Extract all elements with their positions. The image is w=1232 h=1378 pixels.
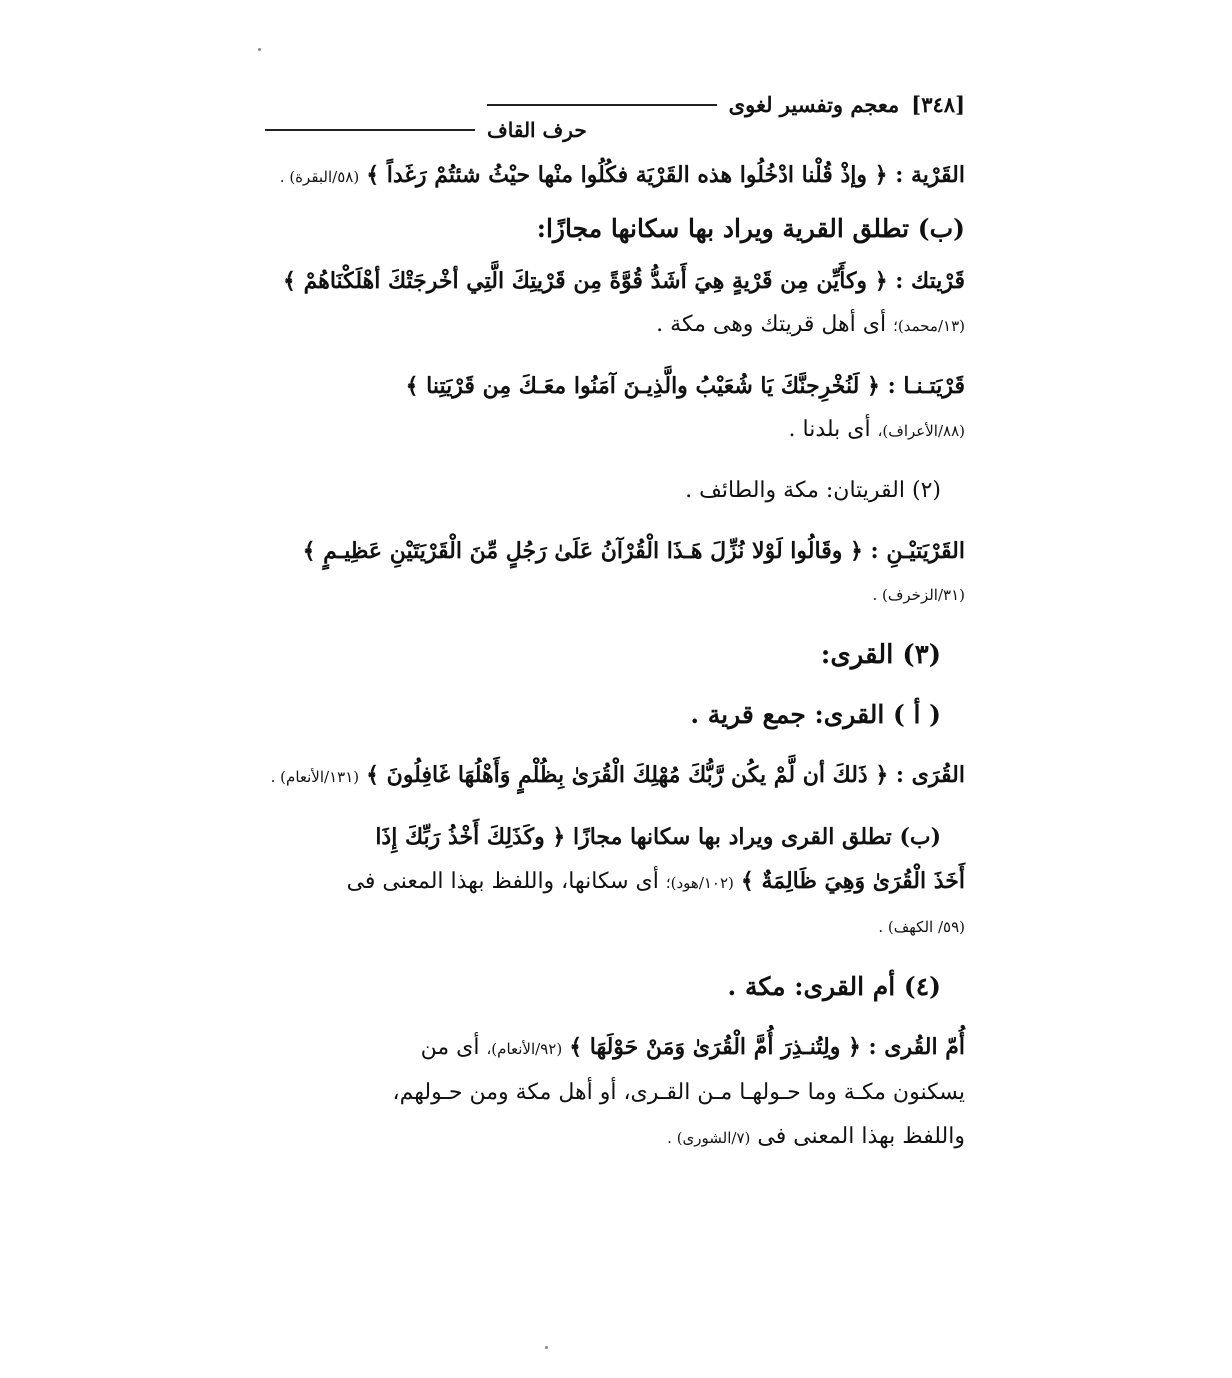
document-page (265, 88, 965, 1153)
entry-alqaryatayn: القَرْيَتيْـنِ : ﴿ وقَالُوا لَوْلا نُزِّلَ هَـذَا الْقُرْآنُ عَلَىٰ رَجُلٍ مِّنَ الْقَرْيَتَيْنِ عَظِيـمٍ ﴾ (302, 538, 965, 564)
header-left (265, 118, 587, 142)
header-rule-bottom (265, 129, 475, 131)
entry-qaryatuka-ref: (١٣/محمد)؛ أى أهل قريتك وهى مكة . (656, 312, 965, 337)
book-title: معجم وتفسير لغوى (728, 92, 900, 117)
item-4-umm-alqura: (٤) أم القرى: مكة . (727, 972, 941, 1001)
header-right (487, 92, 965, 117)
subheading-b-alqura-cont: أَخَذَ الْقُرَىٰ وَهِيَ ظَالِمَةٌ ﴾ (١٠٢/هود)؛ أى سكانها، واللفظ بهذا المعنى فى (346, 868, 965, 894)
subheading-a-alqura: ( أ ) القرى: جمع قرية . (690, 700, 941, 729)
entry-qaryatuna: قَرْيَتـنـا : ﴿ لَنُخْرِجنَّكَ يَا شُعَيْبُ والَّذِيـنَ آمَنُوا معَـكَ مِن قَرْيَتِنا ﴾ (405, 373, 965, 399)
header-rule-top (487, 104, 717, 106)
entry-umm-alqura: أُمّ القُرى : ﴿ ولِتُنـذِرَ أُمَّ الْقُرَىٰ وَمَنْ حَوْلَهَا ﴾ (٩٢/الأنعام)، أى من (420, 1034, 965, 1060)
subheading-b-alqura-ref: (٥٩/ الكهف) . (878, 918, 965, 936)
item-3-alqura: (٣) القرى: (820, 640, 941, 670)
entry-alqura: القُرَى : ﴿ ذَلكَ أن لَّمْ يكُن رَّبُّكَ مُهْلِكَ الْقُرَىٰ بِظُلْمٍ وَأَهْلُهَا غَافِلُونَ ﴾ (١٣١/الأنعام) . (270, 762, 965, 788)
entry-alqarya: القَرْية : ﴿ وإذْ قُلْنا ادْخُلُوا هذه القَرْيَة فكُلُوا منْها حيْثُ شئتُمْ رَغَداً ﴾ (٥٨/البقرة) . (279, 162, 965, 188)
page-number: [٣٤٨] (911, 92, 965, 117)
entry-umm-alqura-end: واللفظ بهذا المعنى فى (٧/الشورى) . (667, 1124, 965, 1149)
entry-qaryatuka: قَرْيتك : ﴿ وكأَيِّن مِن قَرْيةٍ هِيَ أَشَدُّ قُوَّةً مِن قَرْيتِكَ الَّتِي أخْرجَتْكَ أهْلَكْنَاهُمْ ﴾ (283, 268, 965, 294)
page-header (265, 88, 965, 146)
subheading-b-alqura: (ب) تطلق القرى ويراد بها سكانها مجازًا ﴿ وكَذَلِكَ أَخْذُ رَبِّكَ إِذَا (375, 824, 941, 850)
entry-alqaryatayn-ref: (٣١/الزخرف) . (872, 586, 965, 604)
entry-umm-alqura-cont: يسكنون مكـة وما حـولهـا مـن القـرى، أو أهل مكة ومن حـولهم، (392, 1080, 965, 1105)
item-2-alqaryatan: (٢) القريتان: مكة والطائف . (685, 478, 941, 503)
subheading-b-qarya: (ب) تطلق القرية ويراد بها سكانها مجازًا: (536, 214, 965, 243)
entry-qaryatuna-ref: (٨٨/الأعراف)، أى بلدنا . (788, 417, 965, 442)
chapter-title: حرف القاف (487, 118, 587, 142)
